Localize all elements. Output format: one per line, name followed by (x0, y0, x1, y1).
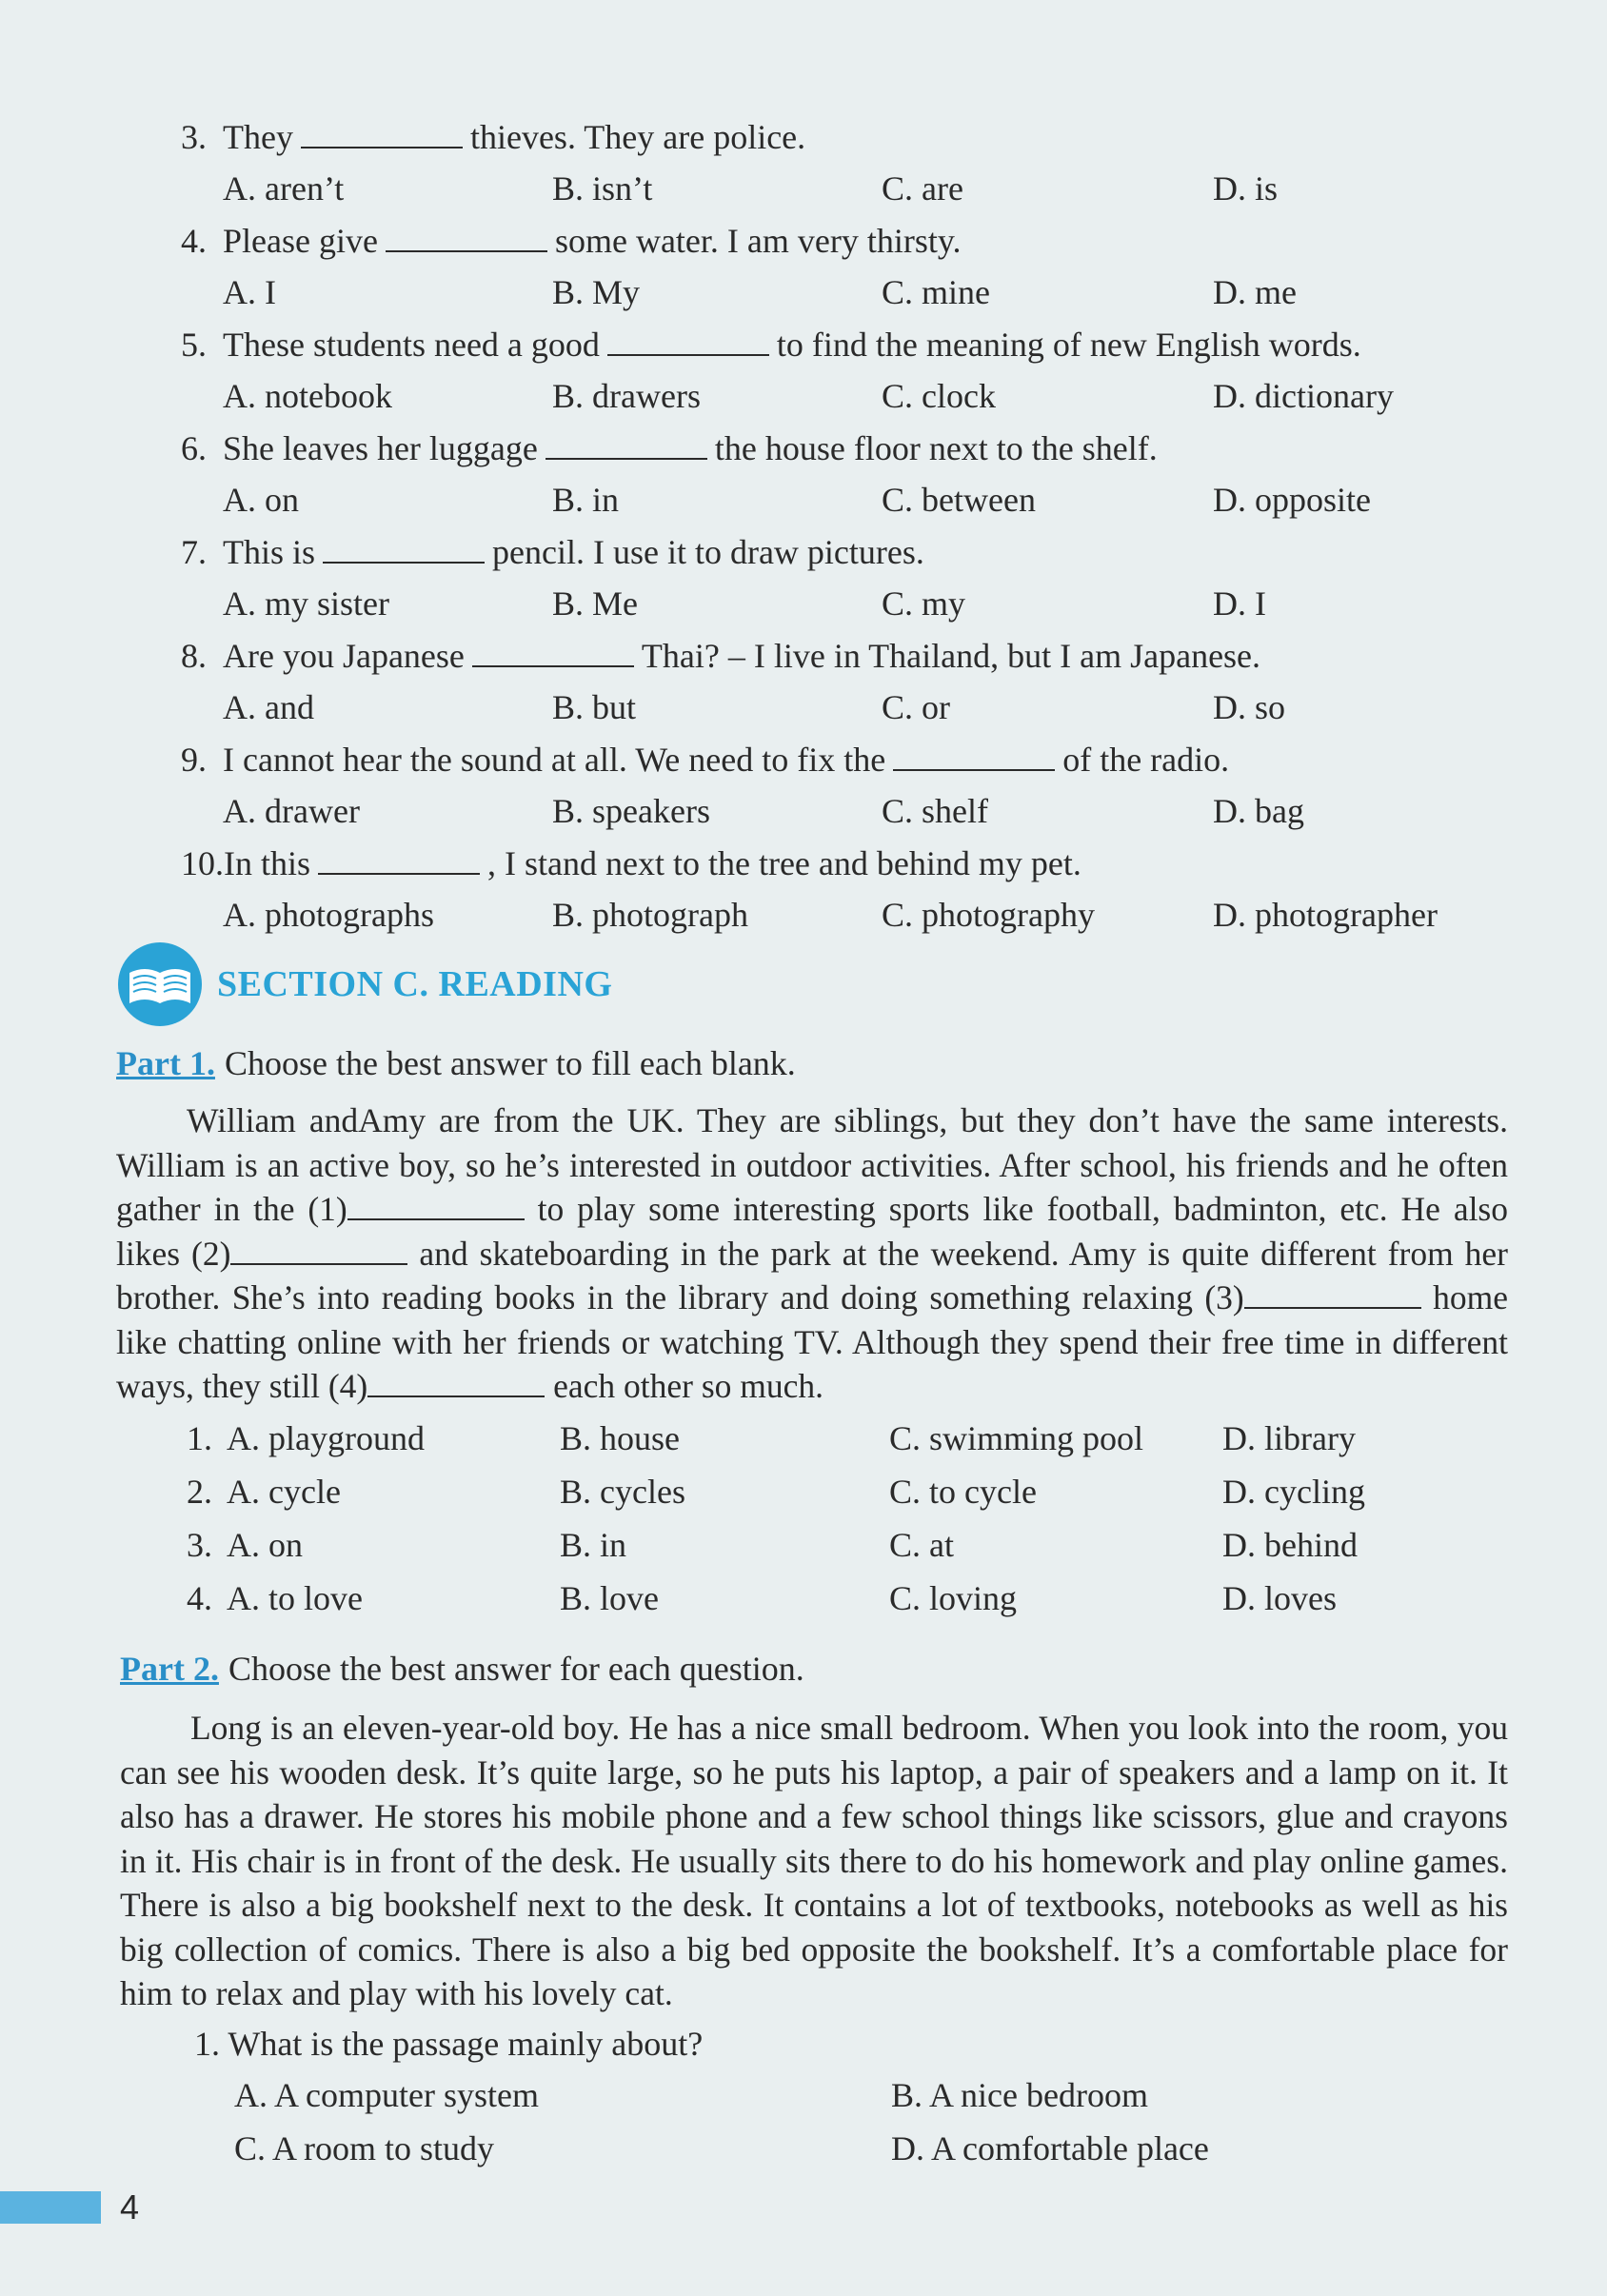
question-stem (181, 424, 1158, 473)
page-footer-bar (0, 2191, 101, 2224)
stem-text: of the radio. (1062, 741, 1230, 779)
passage-text: and skateboarding in the park at the weekend. Amy is quite different from her brother. She’s into reading books in the library and doing something relaxing (3) (116, 1234, 1508, 1316)
passage-blank (367, 1369, 545, 1397)
option-a: A. on (227, 1526, 303, 1564)
option-b: B. A nice bedroom (891, 2076, 1148, 2114)
question-stem (181, 112, 805, 162)
option-b: B. drawers (552, 377, 701, 415)
answer-row (187, 1521, 1519, 1574)
passage-blank (1244, 1280, 1421, 1309)
option-d: D. dictionary (1213, 377, 1394, 415)
option-a: A. to love (227, 1579, 363, 1617)
option-a: A. notebook (223, 377, 392, 415)
part-1-instruction: Choose the best answer to fill each blank. (224, 1044, 796, 1082)
question-number: 7. (181, 533, 207, 571)
option-a: A. I (223, 273, 276, 311)
passage-blank (347, 1192, 525, 1220)
part-1-label: Part 1. (116, 1044, 215, 1082)
question-item (181, 216, 1514, 320)
option-a: A. photographs (223, 896, 434, 934)
page-number: 4 (120, 2187, 140, 2227)
option-c: C. swimming pool (889, 1419, 1144, 1457)
question-options (194, 2068, 1527, 2174)
stem-text: to find the meaning of new English words. (776, 326, 1361, 364)
question-stem (181, 735, 1229, 784)
option-d: D. me (1213, 273, 1297, 311)
option-b: B. but (552, 688, 637, 726)
question-item (181, 320, 1514, 424)
answer-blank (546, 429, 707, 460)
passage-text: William andAmy are from the UK. They are siblings, but they don’t have the same interests. William is an active boy, so he’s interested in outdoor activities. After school, his friends and he often gather in the (1) (116, 1101, 1508, 1228)
question-item (181, 839, 1514, 942)
option-c: C. at (889, 1526, 954, 1564)
part-1-passage (116, 1099, 1508, 1409)
question-number: 8. (181, 637, 207, 675)
part-1-answers (187, 1415, 1519, 1628)
passage-text: Long is an eleven-year-old boy. He has a nice small bedroom. When you look into the room, you can see his wooden desk. It’s quite large, so he puts his laptop, a pair of speakers and a lamp on it. It also has a drawer. He stores his mobile phone and a few school things like scissors, glue and crayons in it. His chair is in front of the desk. He usually sits there to do his homework and play online games. There is also a big bookshelf next to the desk. It contains a lot of textbooks, notebooks as well as his big collection of comics. There is also a big bed opposite the bookshelf. It’s a comfortable place for him to relax and play with his lovely cat. (120, 1709, 1508, 2012)
stem-text: Thai? – I live in Thailand, but I am Japanese. (641, 637, 1261, 675)
stem-text: pencil. I use it to draw pictures. (492, 533, 924, 571)
question-stem (181, 631, 1260, 681)
question-list (181, 112, 1514, 942)
question-stem: 1. What is the passage mainly about? (194, 2025, 704, 2063)
option-d: D. cycling (1222, 1473, 1365, 1511)
question-number: 3. (181, 118, 207, 156)
answer-row (187, 1574, 1519, 1628)
question-stem (181, 216, 962, 266)
question-item (181, 112, 1514, 216)
answer-blank (472, 637, 634, 667)
question-number: 10. (181, 844, 224, 882)
option-b: B. isn’t (552, 169, 653, 208)
part-2-passage (120, 1706, 1508, 2016)
option-c: C. clock (882, 377, 996, 415)
option-b: B. house (560, 1419, 680, 1457)
question-number: 9. (181, 741, 207, 779)
stem-text: the house floor next to the shelf. (714, 429, 1158, 467)
option-c: C. are (882, 169, 963, 208)
option-c: C. between (882, 481, 1036, 519)
part-1-heading (116, 1039, 796, 1087)
question-stem (181, 320, 1361, 369)
answer-row (187, 1415, 1519, 1468)
answer-number: 4. (187, 1579, 212, 1617)
option-b: B. speakers (552, 792, 710, 830)
stem-text: These students need a good (223, 326, 600, 364)
stem-text: In this (224, 844, 311, 882)
option-a: A. cycle (227, 1473, 341, 1511)
section-header (116, 940, 612, 1028)
option-c: C. mine (882, 273, 990, 311)
stem-text: This is (223, 533, 316, 571)
option-c: C. or (882, 688, 950, 726)
option-d: D. so (1213, 688, 1286, 726)
answer-blank (318, 844, 480, 875)
option-a: A. aren’t (223, 169, 345, 208)
stem-text: thieves. They are police. (469, 118, 806, 156)
stem-text: , I stand next to the tree and behind my pet. (487, 844, 1081, 882)
option-a: A. on (223, 481, 299, 519)
answer-blank (893, 741, 1055, 771)
stem-text: She leaves her luggage (223, 429, 538, 467)
option-a: A. playground (227, 1419, 425, 1457)
question-item (181, 424, 1514, 527)
option-b: B. in (552, 481, 620, 519)
option-a: A. drawer (223, 792, 360, 830)
answer-blank (323, 533, 485, 564)
answer-row (187, 1468, 1519, 1521)
stem-text: some water. I am very thirsty. (554, 222, 962, 260)
passage-text: home like chatting online with her friends or watching TV. Although they spend their free time in different ways, they still (4) (116, 1278, 1508, 1405)
answer-number: 2. (187, 1473, 212, 1511)
answer-blank (607, 326, 769, 356)
option-b: B. love (560, 1579, 659, 1617)
option-b: B. in (560, 1526, 627, 1564)
stem-text: Please give (223, 222, 378, 260)
question-item (181, 735, 1514, 839)
option-d: D. opposite (1213, 481, 1371, 519)
question-stem (181, 527, 924, 577)
question-number: 6. (181, 429, 207, 467)
option-a: A. A computer system (234, 2076, 539, 2114)
option-d: D. library (1222, 1419, 1356, 1457)
question-number: 4. (181, 222, 207, 260)
option-a: A. and (223, 688, 314, 726)
question-item (181, 631, 1514, 735)
option-b: B. My (552, 273, 641, 311)
answer-number: 3. (187, 1526, 212, 1564)
answer-blank (301, 118, 463, 148)
option-d: D. photographer (1213, 896, 1438, 934)
answer-number: 1. (187, 1419, 212, 1457)
option-c: C. photography (882, 896, 1095, 934)
part-2-question (194, 2020, 1527, 2174)
option-c: C. loving (889, 1579, 1018, 1617)
option-c: C. A room to study (234, 2129, 495, 2167)
part-2-heading (120, 1645, 804, 1692)
option-c: C. shelf (882, 792, 988, 830)
option-c: C. to cycle (889, 1473, 1037, 1511)
option-d: D. bag (1213, 792, 1304, 830)
part-2-label: Part 2. (120, 1650, 219, 1688)
question-number: 5. (181, 326, 207, 364)
passage-text: each other so much. (545, 1367, 824, 1405)
option-d: D. is (1213, 169, 1279, 208)
question-item (181, 527, 1514, 631)
option-d: D. A comfortable place (891, 2129, 1209, 2167)
passage-blank (230, 1237, 407, 1265)
stem-text: Are you Japanese (223, 637, 465, 675)
option-c: C. my (882, 584, 966, 623)
open-book-icon (116, 940, 204, 1028)
answer-blank (386, 222, 547, 252)
option-b: B. cycles (560, 1473, 685, 1511)
option-d: D. loves (1222, 1579, 1337, 1617)
option-d: D. behind (1222, 1526, 1358, 1564)
section-title: SECTION C. READING (217, 964, 613, 1004)
part-2-instruction: Choose the best answer for each question. (228, 1650, 804, 1688)
option-b: B. photograph (552, 896, 748, 934)
question-stem (181, 839, 1081, 888)
option-a: A. my sister (223, 584, 389, 623)
option-b: B. Me (552, 584, 638, 623)
passage-text: to play some interesting sports like football, badminton, etc. He also likes (2) (116, 1190, 1508, 1273)
stem-text: They (223, 118, 293, 156)
option-d: D. I (1213, 584, 1266, 623)
stem-text: I cannot hear the sound at all. We need to fix the (223, 741, 886, 779)
